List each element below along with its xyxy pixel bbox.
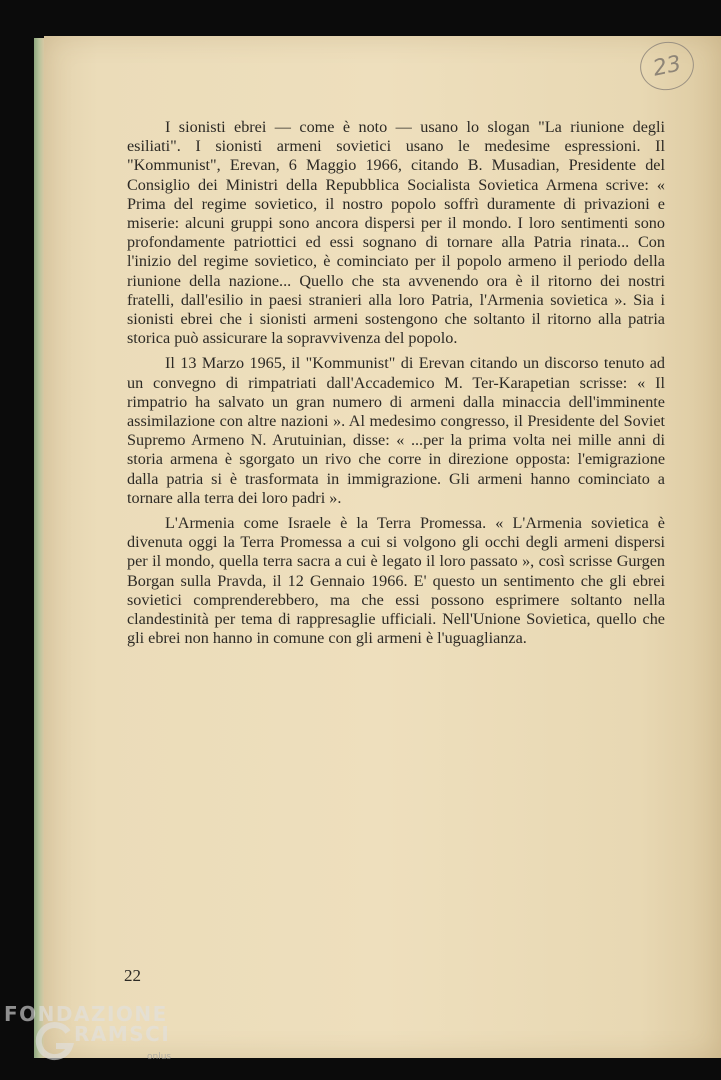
handwritten-page-mark: 23 (636, 37, 699, 95)
page-number: 22 (124, 966, 141, 985)
book-spine-edge (34, 38, 44, 1058)
gramsci-logo-icon (34, 1020, 76, 1062)
paragraph-1: I sionisti ebrei — come è noto — usano lo slogan "La riunione degli esiliati". I sionisti armeni sovietici usano le medesime espressioni. Il "Kommunist", Erevan, 6 Maggio 1966, citando B. Musadian, Presidente del Consiglio dei Ministri della Repubblica Socialista Sovietica Armena scrive: « Prima del regime sovietico, il nostro popolo soffrì duramente di privazioni e miserie: alcuni gruppi sono ancora dispersi per il mondo. I loro sentimenti sono profondamente patriottici ed essi sognano di tornare alla Patria rinata... Con l'inizio del regime sovietico, è cominciato per il popolo armeno il periodo della riunione della nazione... Quello che sta avvenendo ora è il ritorno dei nostri fratelli, dall'esilio in paesi stranieri alla loro Patria, l'Armenia sovietica ». Sia i sionisti ebrei che i sionisti armeni sostengono che soltanto il ritorno alla patria storica può assicurare la sopravvivenza del popolo. (127, 118, 665, 348)
watermark-suffix: onlus (147, 1052, 172, 1062)
paragraph-3: L'Armenia come Israele è la Terra Promessa. « L'Armenia sovietica è divenuta oggi la Terra Promessa a cui si volgono gli occhi degli armeni dispersi per il mondo, quella terra sacra a cui è legato il loro passato », così scrisse Gurgen Borgan sulla Pravda, il 12 Gennaio 1966. E' questo un sentimento che gli ebrei sovietici comprenderebbero, ma che essi possono esprimere soltanto nella clandestinità per tema di rappresaglie ufficiali. Nell'Unione Sovietica, quello che gli ebrei non hanno in comune con gli armeni è l'uguaglianza. (127, 514, 665, 648)
watermark-line2: RAMSCI (74, 1022, 171, 1046)
fondazione-gramsci-watermark (2, 1000, 202, 1080)
body-text (127, 118, 665, 654)
watermark-line1: FONDAZIONE (4, 1002, 168, 1026)
paragraph-2: Il 13 Marzo 1965, il "Kommunist" di Erevan citando un discorso tenuto ad un convegno di rimpatriati dall'Accademico M. Ter-Karapetian scrisse: « Il rimpatrio ha salvato un gran numero di armeni dalla minaccia dell'imminente assimilazione con altre nazioni ». Al medesimo congresso, il Presidente del Soviet Supremo Armeno N. Arutuinian, disse: « ...per la prima volta nei mille anni di storia armena è sgorgato un rivo che corre in direzione opposta: l'emigrazione dalla patria si è trasformata in immigrazione. Gli armeni hanno cominciato a tornare alla terra dei loro padri ». (127, 354, 665, 507)
